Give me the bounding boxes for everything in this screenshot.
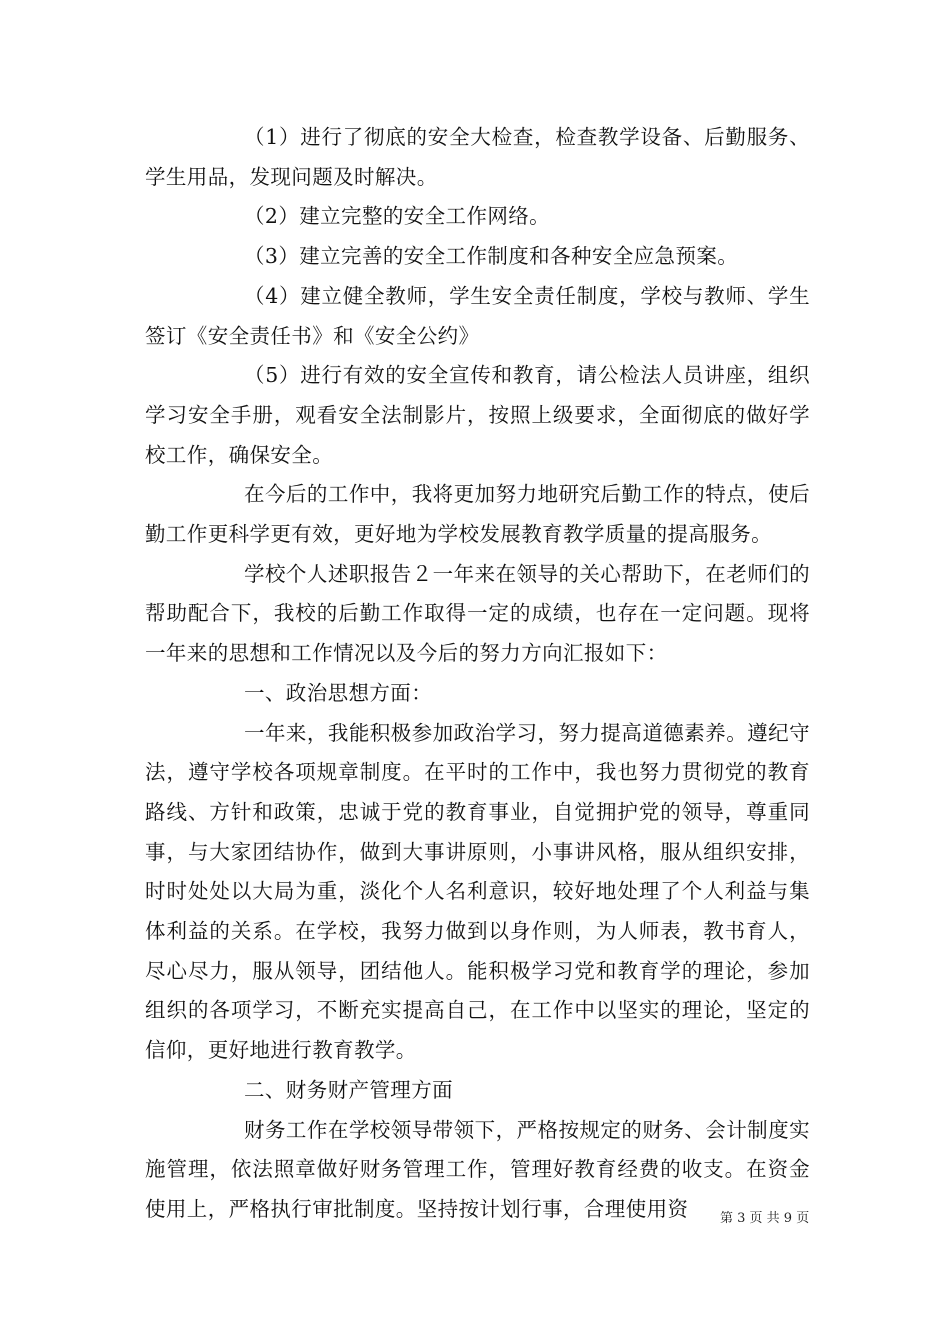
list-item-safety-inspection: （1）进行了彻底的安全大检查，检查教学设备、后勤服务、学生用品，发现问题及时解决。	[145, 125, 810, 189]
list-item-safety-network: （2）建立完整的安全工作网络。	[244, 204, 551, 229]
paragraph-political: 一年来，我能积极参加政治学习，努力提高道德素养。遵纪守法，遵守学校各项规章制度。在平时的工作中，我也努力贯彻党的教育路线、方针和政策，忠诚于党的教育事业，自觉拥护党的领导，尊重同事，与大家团结协作，做到大事讲原则，小事讲风格，服从组织安排，时时处处以大局为重，淡化个人名利意识，较好地处理了个人利益与集体利益的关系。在学校，我努力做到以身作则，为人师表，教书育人，尽心尽力，服从领导，团结他人。能积极学习党和教育学的理论，参加组织的各项学习，不断充实提高自己，在工作中以坚实的理论，坚定的信仰，更好地进行教育教学。	[145, 720, 810, 1063]
section-heading-finance: 二、财务财产管理方面	[244, 1077, 453, 1102]
list-item-safety-education: （5）进行有效的安全宣传和教育，请公检法人员讲座，组织学习安全手册，观看安全法制影片，按照上级要求，全面彻底的做好学校工作，确保安全。	[145, 363, 810, 467]
paragraph-finance: 财务工作在学校领导带领下，严格按规定的财务、会计制度实施管理，依法照章做好财务管理工作，管理好教育经费的收支。在资金使用上，严格执行审批制度。坚持按计划行事，合理使用资	[145, 1117, 810, 1221]
document-body	[145, 118, 810, 1230]
paragraph-report-intro: 学校个人述职报告２一年来在领导的关心帮助下，在老师们的帮助配合下，我校的后勤工作取得一定的成绩，也存在一定问题。现将一年来的思想和工作情况以及今后的努力方向汇报如下：	[145, 561, 810, 666]
list-item-responsibility: （4）建立健全教师，学生安全责任制度，学校与教师、学生签订《安全责任书》和《安全公约》	[145, 283, 810, 348]
section-heading-political: 一、政治思想方面：	[244, 680, 433, 705]
page-number: 第 3 页 共 9 页	[720, 1211, 810, 1226]
list-item-safety-system: （3）建立完善的安全工作制度和各种安全应急预案。	[244, 244, 739, 269]
paragraph-future-work: 在今后的工作中，我将更加努力地研究后勤工作的特点，使后勤工作更科学更有效，更好地为学校发展教育教学质量的提高服务。	[145, 482, 810, 547]
